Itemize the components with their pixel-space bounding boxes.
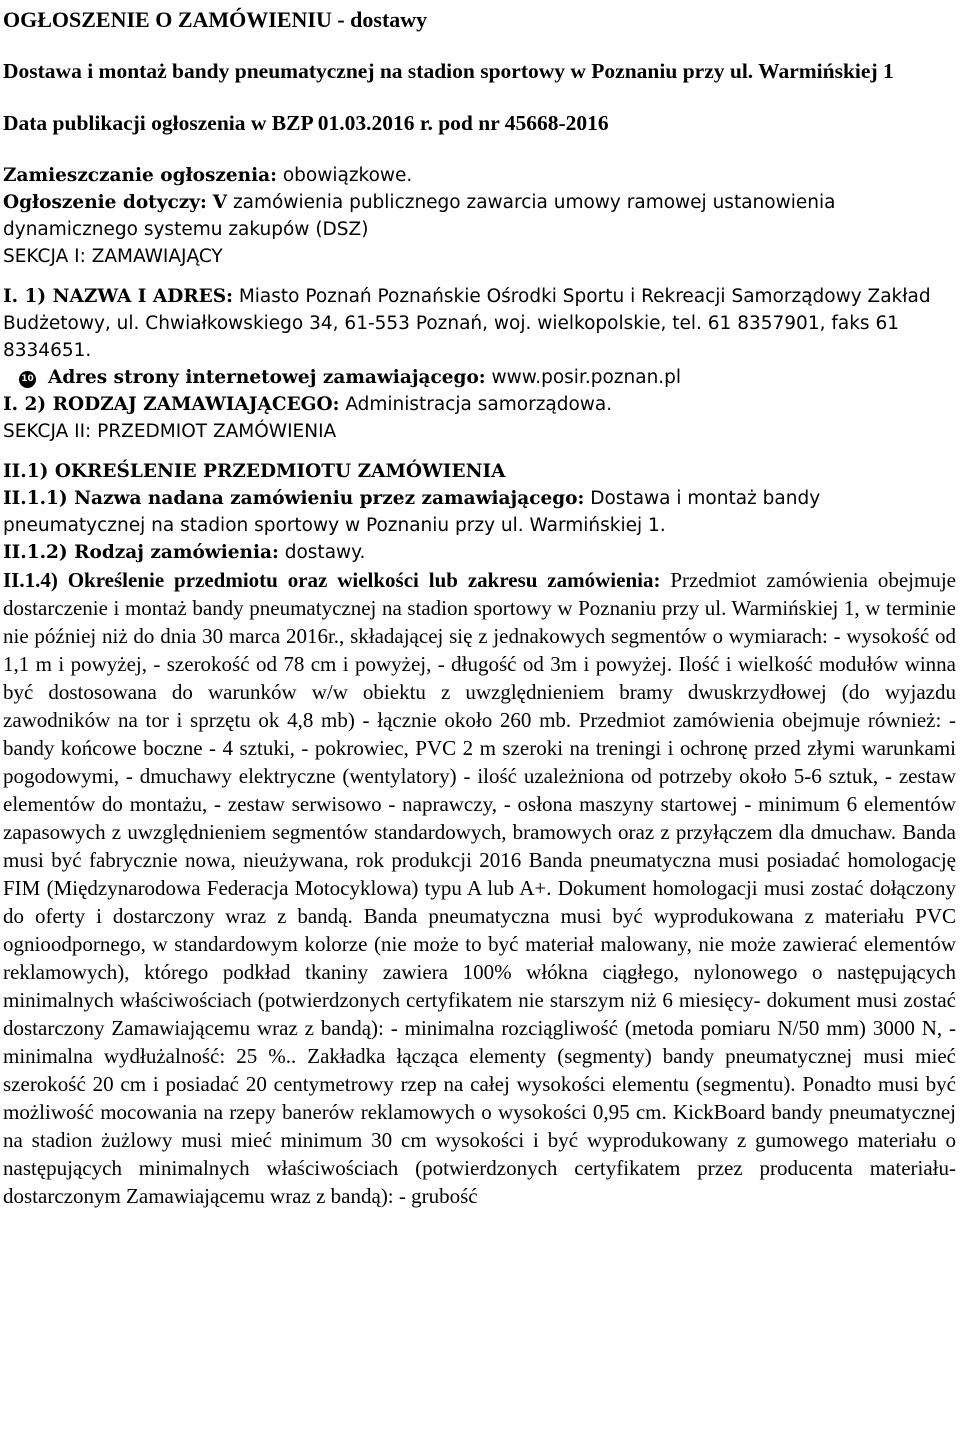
concerns-label: Ogłoszenie dotyczy:	[3, 192, 207, 213]
name-address-label: I. 1) NAZWA I ADRES:	[3, 286, 233, 307]
order-kind-value: dostawy.	[284, 542, 366, 563]
website-line	[3, 364, 956, 391]
name-address-line	[3, 283, 956, 364]
publication-info: Data publikacji ogłoszenia w BZP 01.03.2016 r. pod nr 45668-2016	[3, 111, 609, 135]
concerns-value: zamówienia publicznego zawarcia umowy ramowej ustanowienia dynamicznego systemu zakupów (DSZ)	[3, 192, 836, 240]
section-2-heading: SEKCJA II: PRZEDMIOT ZAMÓWIENIA	[3, 421, 337, 442]
document-title: OGŁOSZENIE O ZAMÓWIENIU - dostawy	[3, 7, 428, 32]
concerns-code: V	[212, 192, 228, 213]
section-1-heading: SEKCJA I: ZAMAWIAJĄCY	[3, 246, 223, 267]
order-subject: Dostawa i montaż bandy pneumatycznej na stadion sportowy w Poznaniu przy ul. Warmińskiej 1	[3, 59, 894, 83]
contracting-type-value: Administracja samorządowa.	[345, 394, 613, 415]
order-scope-value: Przedmiot zamówienia obejmuje dostarczenie i montaż bandy pneumatycznej na stadion sportowy w Poznaniu przy ul. Warmińskiej 1, w terminie nie później niż do dnia 30 marca 2016r., składającej się z jednakowych segmentów o wymiarach: - wysokość od 1,1 m i powyżej, - szerokość od 78 cm i powyżej, - długość od 3m i powyżej. Ilość i wielkość modułów winna być dostosowana do warunków w/w obiektu z uwzględnieniem bramy dwuskrzydłowej (do wyjazdu zawodników na tor i sprzętu ok 4,8 mb) - łącznie około 260 mb. Przedmiot zamówienia obejmuje również: - bandy końcowe boczne - 4 sztuki, - pokrowiec, PVC 2 m szeroki na treningi i ochronę przed złymi warunkami pogodowymi, - dmuchawy elektryczne (wentylatory) - ilość uzależniona od potrzeby około 5-6 sztuk, - zestaw elementów do montażu, - zestaw serwisowo - naprawczy, - osłona maszyny startowej - minimum 6 elementów zapasowych z uwzględnieniem segmentów standardowych, bramowych oraz z przyłączem dla dmuchaw. Banda musi być fabrycznie nowa, nieużywana, rok produkcji 2016 Banda pneumatyczna musi posiadać homologację FIM (Międzynarodowa Federacja Motocyklowa) typu A lub A+. Dokument homologacji musi zostać dołączony do oferty i dostarczony wraz z bandą. Banda pneumatyczna musi być wyprodukowana z materiału PVC ognioodpornego, w standardowym kolorze (nie może to być materiał malowany, nie może zawierać elementów reklamowych), którego podkład tkaniny zawiera 100% włókna ciągłego, nylonowego o następujących minimalnych właściwościach (potwierdzonych certyfikatem nie starszym niż 6 miesięcy- dokument musi zostać dostarczony Zamawiającemu wraz z bandą): - minimalna rozciągliwość (metoda pomiaru N/50 mm) 3000 N, - minimalna wydłużalność: 25 %.. Zakładka łącząca elementy (segmenty) bandy pneumatycznej musi mieć szerokość 20 cm i posiadać 20 centymetrowy rzep na całej wysokości elementu (segmentu). Ponadto musi być możliwość mocowania na rzepy banerów reklamowych o wysokości 0,95 cm. KickBoard bandy pneumatycznej na stadion żużlowy musi mieć minimum 30 cm wysokości i być wyprodukowany z gumowego materiału o następujących minimalnych właściwościach (potwierdzonych certyfikatem przez producenta materiału- dostarczonym Zamawiającemu wraz z bandą): - grubość	[3, 568, 956, 1208]
order-kind-line	[3, 539, 956, 566]
section-2-1-subheading: II.1) OKREŚLENIE PRZEDMIOTU ZAMÓWIENIA	[3, 461, 506, 482]
order-name-line	[3, 485, 956, 539]
order-kind-label: II.1.2) Rodzaj zamówienia:	[3, 542, 279, 563]
website-value: www.posir.poznan.pl	[491, 367, 682, 388]
order-scope-paragraph	[3, 566, 956, 1210]
concerns-line	[3, 189, 956, 243]
placement-line	[3, 162, 956, 189]
order-name-label: II.1.1) Nazwa nadana zamówieniu przez zamawiającego:	[3, 488, 585, 509]
contracting-type-line	[3, 391, 956, 418]
circled-number-10-icon: 10	[19, 371, 36, 388]
contracting-type-label: I. 2) RODZAJ ZAMAWIAJĄCEGO:	[3, 394, 340, 415]
website-label: Adres strony internetowej zamawiającego:	[48, 367, 486, 388]
order-name-value: Dostawa i montaż bandy pneumatycznej na stadion sportowy w Poznaniu przy ul. Warmińskiej 1.	[3, 488, 821, 536]
name-address-value: Miasto Poznań Poznańskie Ośrodki Sportu i Rekreacji Samorządowy Zakład Budżetowy, ul. Chwiałkowskiego 34, 61-553 Poznań, woj. wielkopolskie, tel. 61 8357901, faks 61 8334651.	[3, 286, 931, 361]
order-scope-label: II.1.4) Określenie przedmiotu oraz wielkości lub zakresu zamówienia:	[3, 568, 661, 592]
placement-label: Zamieszczanie ogłoszenia:	[3, 165, 277, 186]
placement-value: obowiązkowe.	[282, 165, 413, 186]
